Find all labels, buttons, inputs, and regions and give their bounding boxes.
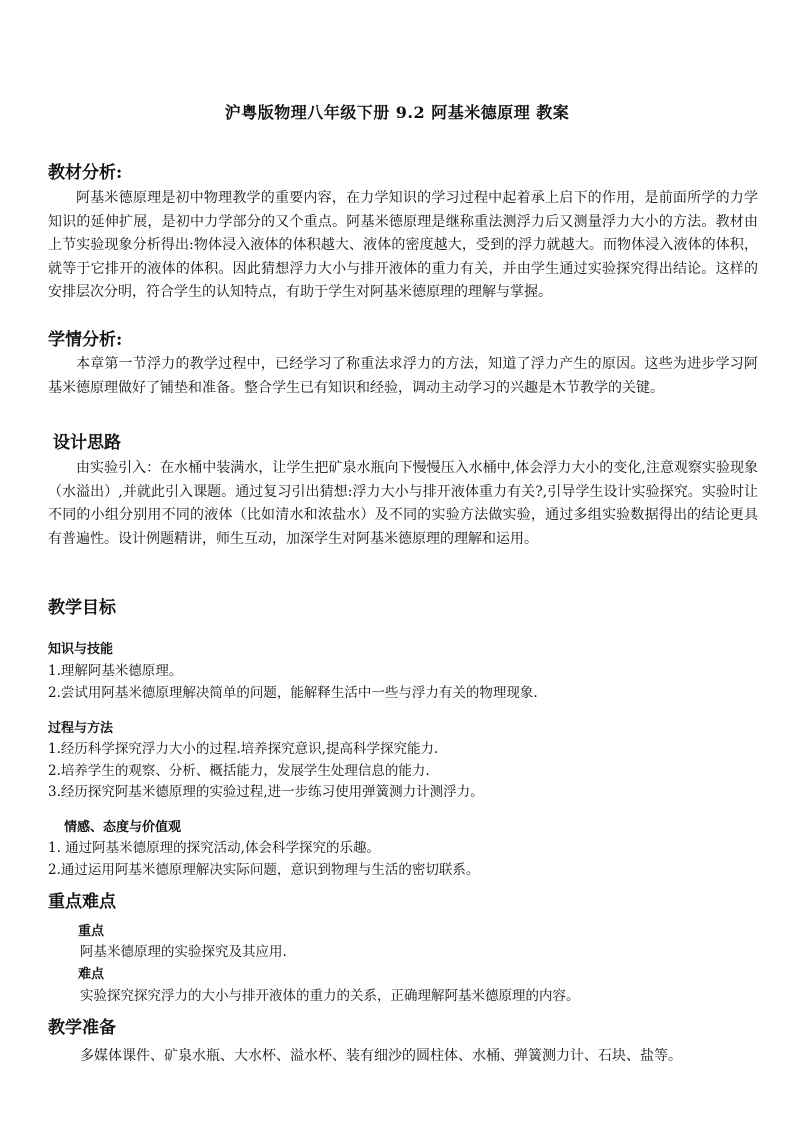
heading-design-idea: 设计思路 (53, 433, 121, 453)
process-item-3: 3.经历探究阿基米德原理的实验过程,进一步练习使用弹簧测力计测浮力。 (48, 784, 484, 800)
emotion-item-2: 2.通过运用阿基米德原理解决实际问题，意识到物理与生活的密切联系。 (48, 862, 480, 878)
heading-teaching-goals: 教学目标 (48, 598, 116, 618)
knowledge-item-1: 1.理解阿基米德原理。 (48, 663, 183, 679)
heading-student-analysis: 学情分析: (48, 330, 123, 350)
teaching-prep-text: 多媒体课件、矿泉水瓶、大水杯、溢水杯、装有细沙的圆柱体、水桶、弹簧测力计、石块、盐等。 (80, 1048, 682, 1064)
subheading-emotion-values: 情感、态度与价值观 (64, 820, 182, 835)
document-title: 沪粤版物理八年级下册 9.2 阿基米德原理 教案 (224, 103, 570, 122)
heading-textbook-analysis: 教材分析: (48, 163, 123, 183)
knowledge-item-2: 2.尝试用阿基米德原理解决简单的问题，能解释生活中一些与浮力有关的物理现象. (48, 685, 538, 701)
process-item-2: 2.培养学生的观察、分析、概括能力，发展学生处理信息的能力. (48, 763, 430, 779)
paragraph-student-analysis: 本章第一节浮力的教学过程中，已经学习了称重法求浮力的方法，知道了浮力产生的原因。这些为进步学习阿基米德原理做好了铺垫和准备。整合学生已有知识和经验，调动主动学习的兴趣是木节教学的关键。 (48, 356, 758, 396)
process-item-1: 1.经历科学探究浮力大小的过程.培养探究意识,提高科学探究能力. (48, 741, 439, 757)
difficult-point-text: 实验探究探究浮力的大小与排开液体的重力的关系，正确理解阿基米德原理的内容。 (80, 988, 580, 1004)
label-key-point: 重点 (78, 924, 105, 939)
subheading-process-method: 过程与方法 (48, 721, 114, 736)
emotion-item-1: 1. 通过阿基米德原理的探究活动,体会科学探究的乐趣。 (48, 840, 380, 856)
label-difficult-point: 难点 (78, 967, 105, 982)
heading-key-difficulties: 重点难点 (48, 892, 116, 912)
subheading-knowledge-skills: 知识与技能 (48, 642, 114, 657)
heading-teaching-prep: 教学准备 (48, 1018, 116, 1038)
paragraph-textbook-analysis: 阿基米德原理是初中物理教学的重要内容，在力学知识的学习过程中起着承上启下的作用，是前面所学的力学知识的延伸扩展，是初中力学部分的又个重点。阿基米德原理是继称重法测浮力后又测量浮力大小的方法。教材由上节实验现象分析得出:物体浸入液体的体积越大、液体的密度越大，受到的浮力就越大。而物体浸入液体的体积，就等于它排开的液体的体积。因此猜想浮力大小与排开液体的重力有关，并由学生通过实验探究得出结论。这样的安排层次分明，符合学生的认知特点，有助于学生对阿基米德原理的理解与掌握。 (48, 190, 758, 300)
paragraph-design-idea: 由实验引入：在水桶中装满水，让学生把矿泉水瓶向下慢慢压入水桶中,体会浮力大小的变化,注意观察实验现象（水溢出）,并就此引入课题。通过复习引出猜想:浮力大小与排开液体重力有关?,引导学生设计实验探究。实验时让不同的小组分别用不同的液体（比如清水和浓盐水）及不同的实验方法做实验，通过多组实验数据得出的结论更具有普遍性。设计例题精讲，师生互动，加深学生对阿基米德原理的理解和运用。 (48, 460, 758, 547)
key-point-text: 阿基米德原理的实验探究及其应用. (80, 944, 287, 960)
